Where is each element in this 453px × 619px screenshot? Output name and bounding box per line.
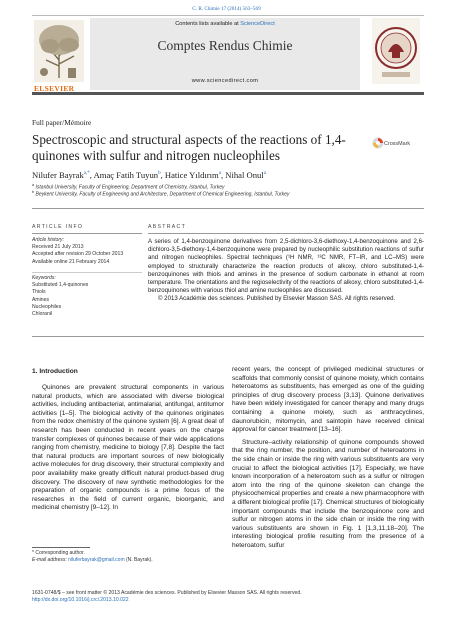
divider xyxy=(32,272,142,273)
divider xyxy=(32,336,424,337)
footnote xyxy=(32,550,227,564)
footnote-divider xyxy=(32,547,90,548)
issn-line: 1631-0748/$ – see front matter © 2013 Académie des sciences. Published by Elsevier Masson SAS. All rights reserved. xyxy=(32,590,302,596)
journal-citation[interactable]: C. R. Chimie 17 (2014) 563–569 xyxy=(192,6,261,12)
email-line xyxy=(32,557,227,564)
divider xyxy=(32,208,424,209)
article-type: Full paper/Mémoire xyxy=(32,118,92,127)
author-list: Nilufer Bayrak$^{a,*}$, Amaç Fatih Tuyun$^b$, Hatice Yıldırım$^a$, Nihal Onul$^a$ xyxy=(32,170,266,180)
affiliation-text: Istanbul University, Faculty of Engineering, Department of Chemistry, Istanbul, Turkey xyxy=(35,184,225,191)
abstract-text: A series of 1,4-benzoquinone derivatives from 2,5-dichloro-3,6-diethoxy-1,4-benzoquinone and 2,6-dichloro-3,5-diethoxy-1,4-benzoquinone were prepared by nucleophilic substitution reactions of sulfur and nitrogen nucleophiles. Spectral techniques (¹H NMR, ¹³C NMR, FT–IR, and LC–MS) were employed to structurally characterize the reaction products of alkoxy, chloro substituted-1,4-benzoquinones with thiols and amines in the presence of sodium carbonate in ethanol at room temperature. The orientations and the regioselectivity of the reactions of alkoxy, chloro substituted-1,4-benzoquinones with various thiol and amine nucleophiles are discussed. xyxy=(148,238,424,295)
intro-paragraph: recent years, the concept of privileged medicinal structures or scaffolds that commonly consist of quinone moiety, which contains heteroatoms as substituents, has emerged as one of the guiding principles of drug discovery process [3,13]. Quinone derivatives have been widely investigated for cancer therapy and many drugs containing a quinone moiety, such as anthracyclines, daunorubicin, mitomycin, and saintopin have received clinical approval for cancer treatment [13–16]. xyxy=(232,366,424,434)
elsevier-tree-logo xyxy=(34,20,84,82)
email-suffix: (N. Bayrak). xyxy=(124,557,153,563)
contents-prefix: Contents lists available at xyxy=(175,21,241,27)
author-name[interactable]: Nilufer Bayrak xyxy=(32,170,84,180)
intro-paragraph: Quinones are prevalent structural components in various natural products, which are associated with diverse biological activities, including antibacterial, antimalarial, antifungal, antitumor activities [1–5]. The biological activity of the quinones originates from the redox chemistry of the quinone system [6]. A great deal of research has been conducted in recent years on the charge transfer complexes of quinones because of their wide applications ranging from chemistry, medicine to biology [7,8]. Despite the fact that natural products are important sources of new biologically active molecules for drug discovery, their structural complexity and poor availability make greatly difficult natural product-based drug discovery. The discovery of new synthetic methodologies for the preparation of organic compounds is a prime focus of the researches in the field of current organic, bioorganic, and medicinal chemistry [9–12]. In xyxy=(32,384,224,512)
author-name[interactable]: Hatice Yıldırım xyxy=(164,170,219,180)
doi-link[interactable]: http://dx.doi.org/10.1016/j.crci.2013.10.022 xyxy=(32,597,129,603)
author-name[interactable]: Amaç Fatih Tuyun xyxy=(93,170,159,180)
publisher-name: ELSEVIER xyxy=(34,84,75,93)
article-title: Spectroscopic and structural aspects of the reactions of 1,4-quinones with sulfur and nitrogen nucleophiles xyxy=(32,132,346,163)
abstract-header: ABSTRACT xyxy=(148,224,187,230)
abstract-copyright: © 2013 Académie des sciences. Published by Elsevier Masson SAS. All rights reserved. xyxy=(158,295,396,303)
sciencedirect-link[interactable]: ScienceDirect xyxy=(240,21,275,27)
history-label: Article history: xyxy=(32,237,64,243)
author-affiliation-mark[interactable]: a xyxy=(263,171,266,177)
history-received: Received 21 July 2013 xyxy=(32,244,84,251)
author-affiliation-mark[interactable]: a xyxy=(218,171,221,177)
history-accepted: Accepted after revision 29 October 2013 xyxy=(32,251,124,258)
crossmark-icon[interactable] xyxy=(372,137,384,149)
crossmark-label[interactable]: CrossMark xyxy=(384,141,411,147)
keyword: Thiols xyxy=(32,289,46,296)
contents-line xyxy=(90,21,360,27)
section-heading: 1. Introduction xyxy=(32,368,78,375)
intro-right-column xyxy=(232,366,424,554)
corresponding-author-note: * Corresponding author. xyxy=(32,550,85,556)
keywords-label: Keywords: xyxy=(32,275,56,281)
email-link[interactable]: niluferbayrak@gmail.com xyxy=(68,557,125,563)
keywords xyxy=(32,275,142,318)
affiliation xyxy=(32,190,432,198)
page-footer xyxy=(32,590,424,604)
author-affiliation-mark[interactable]: b xyxy=(158,171,161,177)
keyword: Amines xyxy=(32,296,49,303)
divider xyxy=(148,233,424,234)
intro-left-column xyxy=(32,384,224,517)
abstract-body xyxy=(148,238,424,304)
keyword: Chloranil xyxy=(32,311,53,318)
email-label: E-mail address: xyxy=(32,557,69,563)
article-info-header: ARTICLE INFO xyxy=(32,224,84,230)
article-history xyxy=(32,237,142,266)
intro-paragraph: Structure–activity relationship of quinone compounds showed that the ring number, the position, and number of heteroatoms in the side chain or inside the ring with various substituents are very crucial to affect the biological activities [17]. Especially, we have known incorporation of a heteroatom such as a sulfur or nitrogen atom into the ring of the quinone skeleton can change the physicochemical properties and create a new pharmacophore with a different biological profile [17]. Chemical structures of biologically important compounds that include the benzoquinone core and sulfur or nitrogen atoms in the side chain or inside the ring with various substituents are shown in Fig. 1 [1,3,11,18–20]. The interesting biological profile resulting from the presence of a heteroatom, sulfur xyxy=(232,438,424,549)
affiliation-text: Beykent University, Faculty of Engineering and Architecture, Department of Chemical Engineering, Istanbul, Turkey xyxy=(35,191,290,198)
keyword: Substituted 1,4-quinones xyxy=(32,282,89,289)
divider xyxy=(32,233,142,234)
author-affiliation-mark[interactable]: a,* xyxy=(83,171,90,177)
author-name[interactable]: Nihal Onul xyxy=(225,170,264,180)
journal-title: Comptes Rendus Chimie xyxy=(157,38,293,53)
keyword: Nucleophiles xyxy=(32,303,62,310)
history-online: Available online 21 February 2014 xyxy=(32,258,110,265)
journal-seal-image xyxy=(372,18,420,84)
affiliation-mark: b xyxy=(32,190,35,194)
affiliation-mark: a xyxy=(32,183,35,187)
journal-url[interactable]: www.sciencedirect.com xyxy=(191,78,259,84)
